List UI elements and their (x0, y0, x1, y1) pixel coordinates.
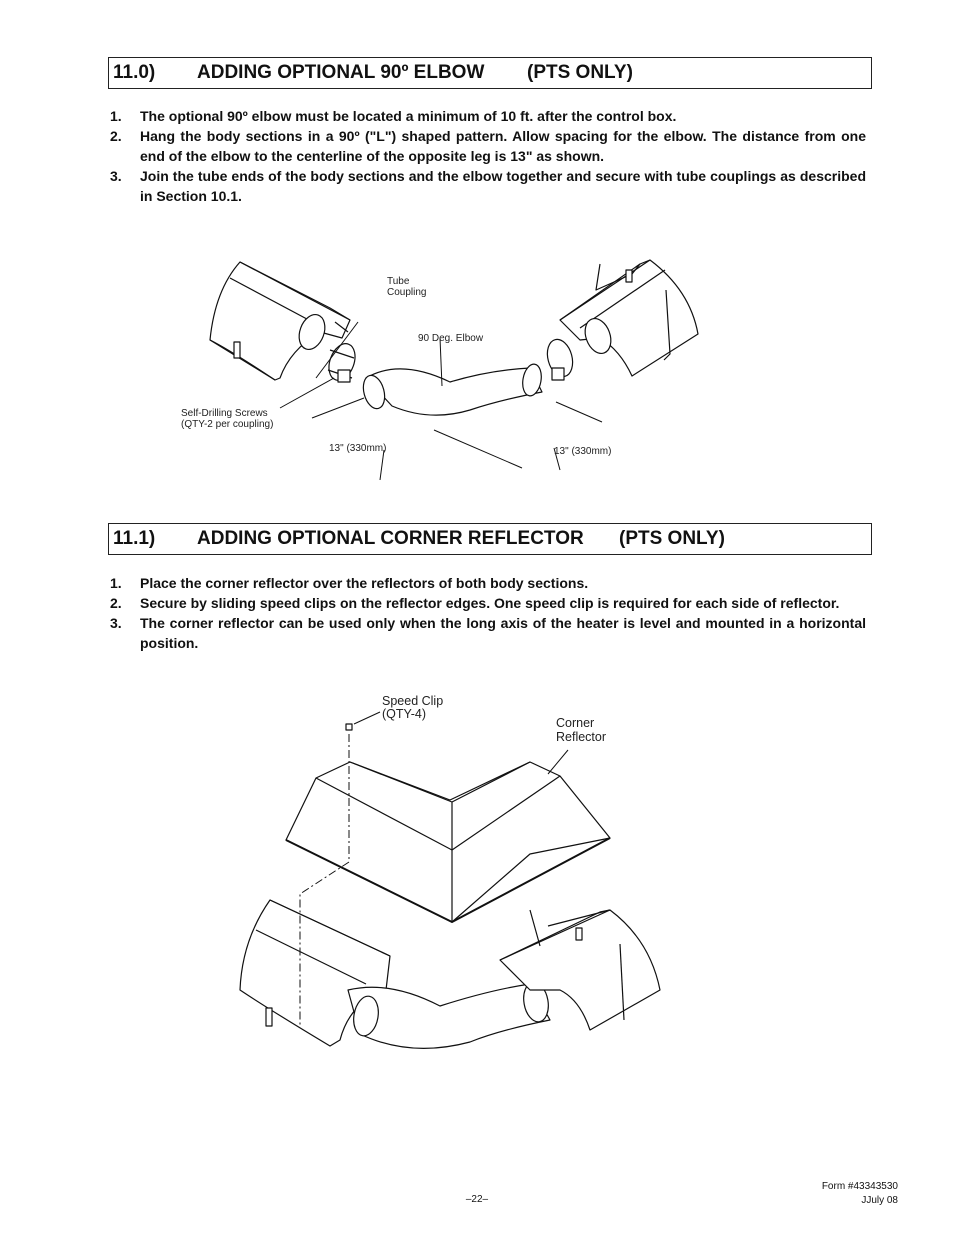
lower-left-bracket (266, 1008, 272, 1026)
label-corner-1: Corner (556, 716, 595, 730)
list-item (110, 106, 866, 126)
label-tube-coupling-2: Coupling (387, 287, 427, 298)
leader-speed-clip (354, 712, 380, 724)
step-number: 3. (110, 168, 122, 184)
list-item (110, 126, 866, 166)
list-item (110, 573, 866, 593)
elbow-tube (366, 368, 542, 415)
section-tag: (PTS ONLY) (619, 528, 725, 549)
elbow-diagram-svg (170, 250, 710, 480)
label-speed-clip-1: Speed Clip (382, 694, 444, 708)
form-info (822, 1180, 898, 1208)
step-number: 1. (110, 575, 122, 591)
right-coupling-clamp (552, 368, 564, 380)
section-number: 11.0) (113, 62, 156, 83)
list-item (110, 593, 866, 613)
step-number: 3. (110, 615, 122, 631)
list-item (110, 166, 866, 206)
step-number: 2. (110, 128, 122, 144)
section-header-11-0 (108, 57, 872, 89)
form-number: Form #43343530 (821, 1181, 898, 1192)
step-text: The corner reflector can be used only when the long axis of the heater is level and mounted in a horizontal position. (140, 615, 866, 651)
left-bracket (234, 342, 240, 358)
speed-clip (346, 724, 352, 730)
label-elbow: 90 Deg. Elbow (418, 333, 484, 344)
section-number: 11.1) (113, 528, 156, 549)
elbow-diagram (170, 250, 710, 480)
step-text: Place the corner reflector over the reflectors of both body sections. (140, 575, 589, 591)
section-header-11-1 (108, 523, 872, 555)
form-date: JJuly 08 (861, 1195, 898, 1206)
label-dim-left: 13" (330mm) (329, 443, 387, 454)
leader-corner-reflector (548, 750, 568, 774)
section-title: ADDING OPTIONAL CORNER REFLECTOR (197, 528, 584, 549)
corner-reflector-diagram-svg (230, 690, 680, 1060)
corner-reflector-diagram (230, 690, 680, 1060)
steps-list-11-1 (110, 573, 866, 653)
label-corner-2: Reflector (556, 730, 607, 744)
right-hanger (626, 270, 632, 282)
label-screws-2: (QTY-2 per coupling) (181, 419, 274, 430)
step-number: 2. (110, 595, 122, 611)
label-dim-right: 13" (330mm) (554, 446, 612, 457)
left-coupling-clamp (338, 370, 350, 382)
step-text: Hang the body sections in a 90º ("L") shaped pattern. Allow spacing for the elbow. The distance from one end of the elbow to the centerline of the opposite leg is 13" as shown. (140, 128, 866, 164)
lower-right-hanger (576, 928, 582, 940)
steps-list-11-0 (110, 106, 866, 206)
step-text: The optional 90º elbow must be located a minimum of 10 ft. after the control box. (140, 108, 677, 124)
corner-reflector (286, 762, 610, 922)
leader-screws (280, 378, 334, 408)
step-number: 1. (110, 108, 122, 124)
section-title: ADDING OPTIONAL 90º ELBOW (197, 62, 485, 83)
label-screws-1: Self-Drilling Screws (181, 408, 268, 419)
page-number: –22– (465, 1194, 489, 1205)
section-tag: (PTS ONLY) (527, 62, 633, 83)
list-item (110, 613, 866, 653)
step-text: Join the tube ends of the body sections and the elbow together and secure with tube couplings as described in Section 10.1. (140, 168, 866, 204)
label-speed-clip-2: (QTY-4) (382, 707, 426, 721)
dim-line-left (312, 398, 364, 418)
step-text: Secure by sliding speed clips on the reflector edges. One speed clip is required for each side of reflector. (140, 595, 840, 611)
label-tube-coupling-1: Tube (387, 276, 410, 287)
dim-line-right (434, 430, 522, 468)
